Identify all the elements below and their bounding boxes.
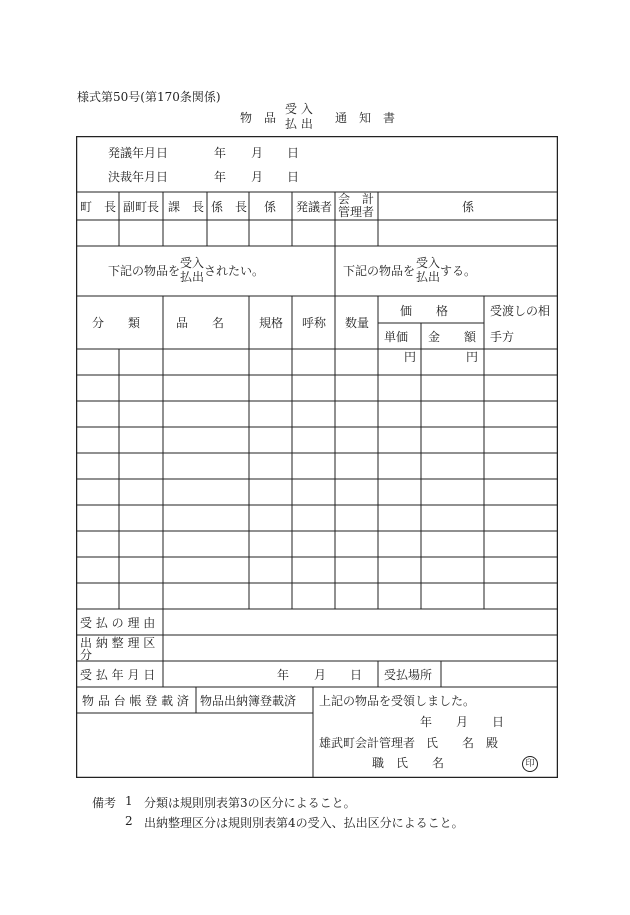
amount-yen: 円 [466,350,479,364]
decision-date-label: 決裁年月日 [108,170,169,184]
unit-price-yen: 円 [404,350,417,364]
approval-deputy-mayor: 副町長 [123,200,160,214]
note-1-text: 分類は規則別表第3の区分によること。 [144,796,356,810]
class-label-2: 分 [80,648,93,662]
approval-accounting-manager: 会 計 管理者 [338,192,375,219]
form-table [76,136,558,778]
position-name-label: 職 氏 名 [372,756,445,770]
ledger-registered-label: 物 品 台 帳 登 載 済 [82,694,189,708]
book-registered-label: 物品出納簿登載済 [200,694,297,708]
transfer-month: 月 [314,668,327,682]
receipt-text: 上記の物品を受領しました。 [319,694,476,708]
note-2-number: 2 [125,814,133,828]
manager-name-label: 氏 名 [426,736,475,750]
title-left: 物 品 [240,111,277,125]
header-price: 価 格 [400,304,449,318]
transfer-year: 年 [277,668,290,682]
proposal-month: 月 [251,146,264,160]
header-amount: 金 額 [428,330,477,344]
transfer-place-label: 受払場所 [384,668,433,682]
request-right-suffix: する。 [440,264,477,278]
title-top: 受 入 [285,102,313,116]
approval-subsection-chief: 係 長 [211,200,248,214]
note-1-number: 1 [125,794,133,808]
reason-label: 受 払 の 理 由 [80,616,156,630]
request-right-top: 受入 [416,256,441,270]
title-right: 通 知 書 [335,111,396,125]
class-label-1: 出 納 整 理 区 [80,636,156,650]
form-number: 様式第50号(第170条関係) [77,90,221,104]
receipt-month: 月 [456,715,469,729]
approval-staff: 係 [264,200,277,214]
proposal-day: 日 [287,146,300,160]
header-counterparty-2: 手方 [490,330,515,344]
decision-day: 日 [287,170,300,184]
proposal-year: 年 [214,146,227,160]
request-left-prefix: 下記の物品を [108,264,181,278]
header-category: 分 類 [92,316,141,330]
receipt-day: 日 [492,715,505,729]
request-left-bottom: 払出 [180,270,205,284]
approval-section-chief: 課 長 [168,200,205,214]
request-left-top: 受入 [180,256,205,270]
transfer-date-label: 受 払 年 月 日 [80,668,156,682]
decision-year: 年 [214,170,227,184]
notes-label: 備考 [92,796,117,810]
decision-month: 月 [251,170,264,184]
note-2-text: 出納整理区分は規則別表第4の受入、払出区分によること。 [144,816,464,830]
header-spec: 規格 [259,316,284,330]
header-unit-price: 単価 [384,330,409,344]
request-right-prefix: 下記の物品を [343,264,416,278]
approval-accounting-staff: 係 [462,200,475,214]
header-item-name: 品 名 [176,316,225,330]
request-left-suffix: されたい。 [204,264,265,278]
transfer-day: 日 [350,668,363,682]
proposal-date-label: 発議年月日 [108,146,169,160]
approval-mayor: 町 長 [80,200,117,214]
header-counterparty-1: 受渡しの相 [490,304,551,318]
receipt-year: 年 [420,715,433,729]
header-unit-name: 呼称 [302,316,327,330]
accounting-manager-label: 雄武町会計管理者 [319,736,416,750]
seal-icon: 印 [522,756,538,772]
approval-proposer: 発議者 [296,200,333,214]
request-right-bottom: 払出 [416,270,441,284]
title-bottom: 払 出 [285,117,313,131]
honorific: 殿 [486,736,499,750]
header-quantity: 数量 [345,316,370,330]
